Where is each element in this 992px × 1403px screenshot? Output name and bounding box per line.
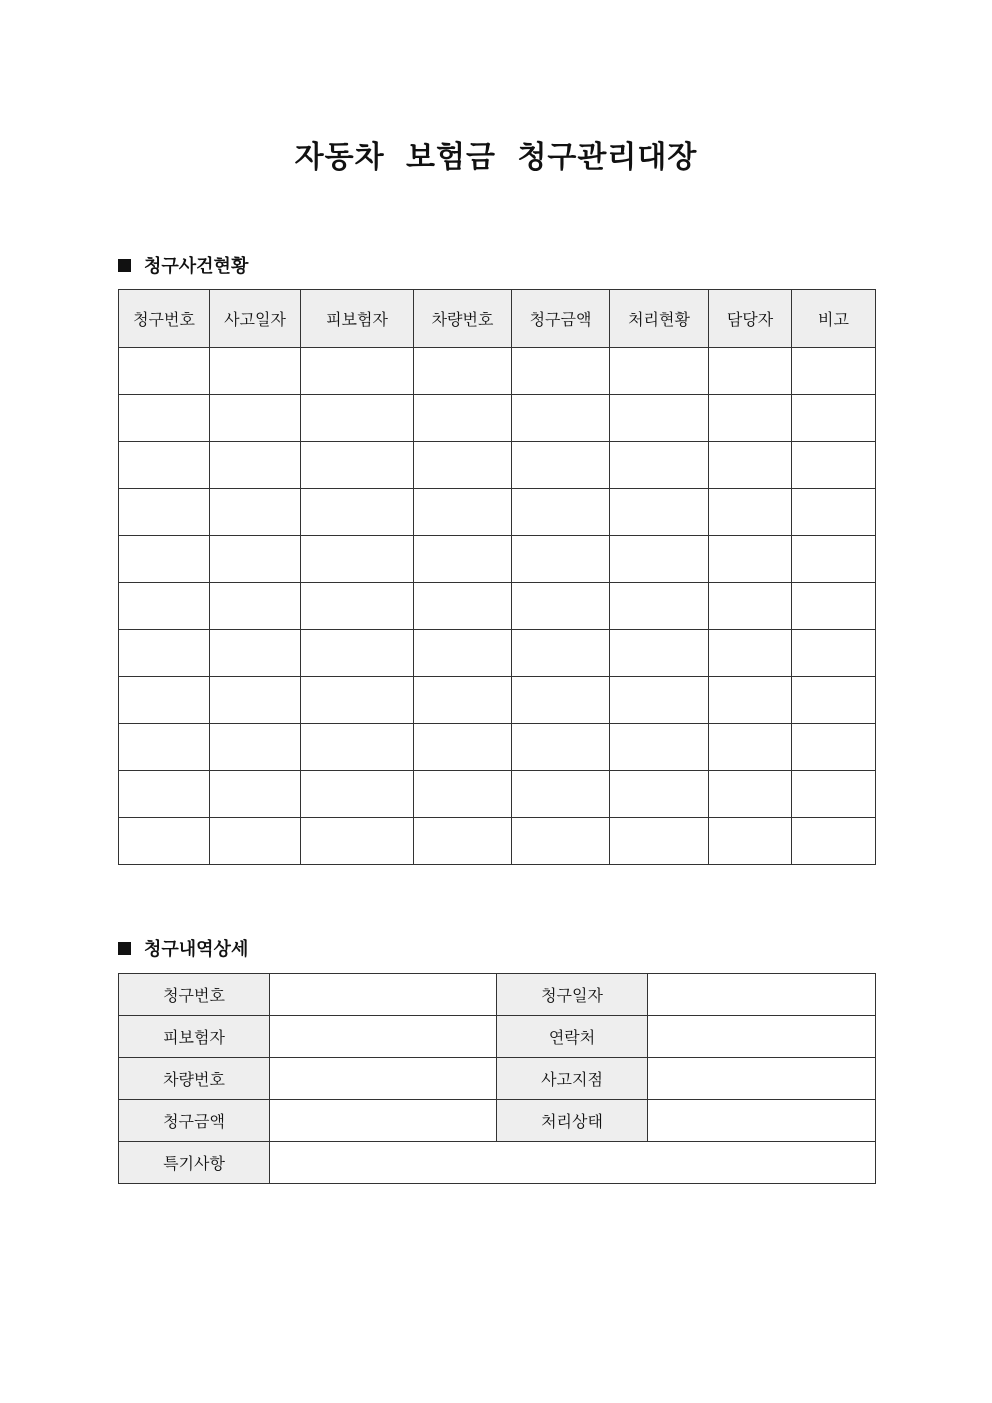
table-header-row xyxy=(119,290,876,348)
column-header: 처리현황 xyxy=(610,290,709,348)
table-cell[interactable] xyxy=(512,771,610,818)
table-row xyxy=(119,818,876,865)
table-cell[interactable] xyxy=(792,583,876,630)
table-cell[interactable] xyxy=(414,771,512,818)
table-cell[interactable] xyxy=(210,536,301,583)
table-cell[interactable] xyxy=(610,771,709,818)
table-row xyxy=(119,677,876,724)
table-cell[interactable] xyxy=(301,442,414,489)
section-heading-claim-status xyxy=(118,252,248,278)
column-header: 청구번호 xyxy=(119,290,210,348)
table-row xyxy=(119,489,876,536)
square-bullet-icon xyxy=(118,942,131,955)
table-cell[interactable] xyxy=(119,630,210,677)
table-cell[interactable] xyxy=(709,630,792,677)
table-cell[interactable] xyxy=(119,771,210,818)
table-cell[interactable] xyxy=(301,348,414,395)
claim-date-label: 청구일자 xyxy=(497,974,648,1016)
table-cell[interactable] xyxy=(119,442,210,489)
table-row xyxy=(119,536,876,583)
table-cell[interactable] xyxy=(512,724,610,771)
table-row xyxy=(119,771,876,818)
table-cell[interactable] xyxy=(512,442,610,489)
table-cell[interactable] xyxy=(709,583,792,630)
table-cell[interactable] xyxy=(792,630,876,677)
table-cell[interactable] xyxy=(709,348,792,395)
table-row xyxy=(119,583,876,630)
processing-status-label: 처리상태 xyxy=(497,1100,648,1142)
table-cell[interactable] xyxy=(119,348,210,395)
table-cell[interactable] xyxy=(709,536,792,583)
claim-amount-field[interactable] xyxy=(270,1100,497,1142)
table-cell[interactable] xyxy=(119,818,210,865)
contact-field[interactable] xyxy=(648,1016,876,1058)
table-cell[interactable] xyxy=(709,489,792,536)
table-cell[interactable] xyxy=(301,771,414,818)
table-cell[interactable] xyxy=(610,489,709,536)
table-cell[interactable] xyxy=(792,536,876,583)
square-bullet-icon xyxy=(118,259,131,272)
table-cell[interactable] xyxy=(610,724,709,771)
table-row xyxy=(119,1100,876,1142)
column-header: 사고일자 xyxy=(210,290,301,348)
table-cell[interactable] xyxy=(414,724,512,771)
table-cell[interactable] xyxy=(792,818,876,865)
table-cell[interactable] xyxy=(414,583,512,630)
insured-field[interactable] xyxy=(270,1016,497,1058)
table-row xyxy=(119,1142,876,1184)
table-cell[interactable] xyxy=(709,724,792,771)
table-row xyxy=(119,630,876,677)
table-cell[interactable] xyxy=(512,630,610,677)
table-row xyxy=(119,348,876,395)
table-cell[interactable] xyxy=(610,818,709,865)
table-cell[interactable] xyxy=(610,536,709,583)
table-cell[interactable] xyxy=(301,724,414,771)
table-cell[interactable] xyxy=(709,771,792,818)
table-cell[interactable] xyxy=(119,724,210,771)
table-cell[interactable] xyxy=(414,536,512,583)
table-cell[interactable] xyxy=(210,395,301,442)
table-cell[interactable] xyxy=(210,818,301,865)
table-cell[interactable] xyxy=(119,395,210,442)
table-cell[interactable] xyxy=(610,677,709,724)
processing-status-field[interactable] xyxy=(648,1100,876,1142)
vehicle-number-label: 차량번호 xyxy=(119,1058,270,1100)
section-heading-label: 청구내역상세 xyxy=(144,939,249,960)
table-cell[interactable] xyxy=(512,818,610,865)
column-header: 차량번호 xyxy=(414,290,512,348)
table-cell[interactable] xyxy=(301,583,414,630)
table-cell[interactable] xyxy=(414,630,512,677)
table-cell[interactable] xyxy=(709,818,792,865)
table-cell[interactable] xyxy=(414,818,512,865)
table-cell[interactable] xyxy=(512,536,610,583)
table-cell[interactable] xyxy=(610,348,709,395)
table-cell[interactable] xyxy=(210,489,301,536)
table-cell[interactable] xyxy=(792,677,876,724)
remarks-field[interactable] xyxy=(270,1142,876,1184)
accident-location-field[interactable] xyxy=(648,1058,876,1100)
table-row xyxy=(119,1016,876,1058)
table-cell[interactable] xyxy=(210,442,301,489)
table-cell[interactable] xyxy=(512,348,610,395)
table-cell[interactable] xyxy=(792,348,876,395)
table-cell[interactable] xyxy=(414,395,512,442)
table-cell[interactable] xyxy=(414,677,512,724)
table-cell[interactable] xyxy=(301,677,414,724)
column-header: 비고 xyxy=(792,290,876,348)
table-cell[interactable] xyxy=(210,583,301,630)
table-cell[interactable] xyxy=(301,630,414,677)
claim-status-table xyxy=(118,289,876,865)
table-cell[interactable] xyxy=(792,724,876,771)
remarks-label: 특기사항 xyxy=(119,1142,270,1184)
table-row xyxy=(119,442,876,489)
table-cell[interactable] xyxy=(610,630,709,677)
table-cell[interactable] xyxy=(512,489,610,536)
table-cell[interactable] xyxy=(610,583,709,630)
table-row xyxy=(119,974,876,1016)
table-row xyxy=(119,395,876,442)
table-cell[interactable] xyxy=(301,536,414,583)
table-cell[interactable] xyxy=(610,395,709,442)
claim-detail-table xyxy=(118,973,876,1184)
table-cell[interactable] xyxy=(414,489,512,536)
table-cell[interactable] xyxy=(792,771,876,818)
table-cell[interactable] xyxy=(210,677,301,724)
section-heading-claim-detail xyxy=(118,935,248,961)
table-cell[interactable] xyxy=(610,442,709,489)
table-cell[interactable] xyxy=(119,583,210,630)
table-cell[interactable] xyxy=(210,771,301,818)
table-cell[interactable] xyxy=(119,677,210,724)
table-cell[interactable] xyxy=(512,677,610,724)
table-cell[interactable] xyxy=(210,630,301,677)
claim-date-field[interactable] xyxy=(648,974,876,1016)
claim-amount-label: 청구금액 xyxy=(119,1100,270,1142)
claim-number-field[interactable] xyxy=(270,974,497,1016)
table-cell[interactable] xyxy=(792,395,876,442)
table-cell[interactable] xyxy=(301,395,414,442)
table-cell[interactable] xyxy=(792,489,876,536)
table-cell[interactable] xyxy=(792,442,876,489)
table-cell[interactable] xyxy=(709,442,792,489)
table-cell[interactable] xyxy=(119,489,210,536)
table-cell[interactable] xyxy=(301,489,414,536)
table-cell[interactable] xyxy=(210,348,301,395)
column-header: 피보험자 xyxy=(301,290,414,348)
section-heading-label: 청구사건현황 xyxy=(144,256,249,277)
accident-location-label: 사고지점 xyxy=(497,1058,648,1100)
table-cell[interactable] xyxy=(119,536,210,583)
contact-label: 연락처 xyxy=(497,1016,648,1058)
table-row xyxy=(119,1058,876,1100)
table-row xyxy=(119,724,876,771)
claim-number-label: 청구번호 xyxy=(119,974,270,1016)
table-cell[interactable] xyxy=(709,395,792,442)
table-cell[interactable] xyxy=(709,677,792,724)
table-cell[interactable] xyxy=(301,818,414,865)
column-header: 청구금액 xyxy=(512,290,610,348)
insured-label: 피보험자 xyxy=(119,1016,270,1058)
table-cell[interactable] xyxy=(210,724,301,771)
column-header: 담당자 xyxy=(709,290,792,348)
vehicle-number-field[interactable] xyxy=(270,1058,497,1100)
page-title: 자동차 보험금 청구관리대장 xyxy=(294,140,698,175)
table-cell[interactable] xyxy=(414,442,512,489)
table-cell[interactable] xyxy=(414,348,512,395)
table-cell[interactable] xyxy=(512,395,610,442)
table-cell[interactable] xyxy=(512,583,610,630)
